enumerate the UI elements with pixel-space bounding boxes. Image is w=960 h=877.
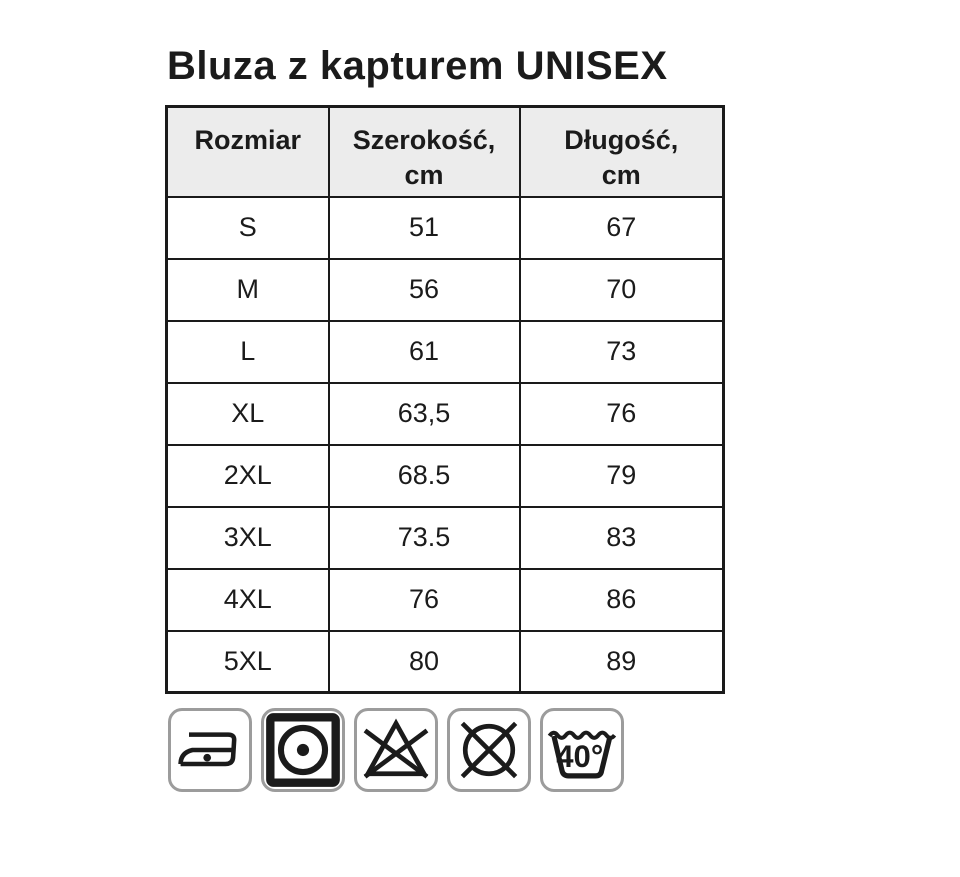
length-cell: 86 bbox=[520, 569, 724, 631]
wash-temperature-label: 40° bbox=[556, 739, 604, 775]
do-not-dry-clean-icon bbox=[453, 714, 525, 786]
table-row bbox=[167, 569, 724, 631]
table-row bbox=[167, 383, 724, 445]
size-cell: 4XL bbox=[167, 569, 329, 631]
column-header-label: Szerokość, bbox=[352, 125, 496, 155]
width-cell: 56 bbox=[329, 259, 520, 321]
column-header-length bbox=[520, 107, 724, 197]
care-box-do-not-dry-clean bbox=[447, 708, 531, 792]
size-cell: 3XL bbox=[167, 507, 329, 569]
table-row bbox=[167, 507, 724, 569]
do-not-bleach-icon bbox=[360, 714, 432, 786]
length-cell: 83 bbox=[520, 507, 724, 569]
column-header-unit: cm bbox=[601, 160, 641, 191]
size-cell: S bbox=[167, 197, 329, 259]
care-box-tumble-dry bbox=[261, 708, 345, 792]
tumble-dry-icon bbox=[265, 712, 341, 788]
iron-one-dot-icon bbox=[175, 715, 245, 785]
length-cell: 73 bbox=[520, 321, 724, 383]
length-cell: 76 bbox=[520, 383, 724, 445]
width-cell: 68.5 bbox=[329, 445, 520, 507]
column-header-size bbox=[167, 107, 329, 197]
size-cell: XL bbox=[167, 383, 329, 445]
table-row bbox=[167, 631, 724, 693]
size-cell: 5XL bbox=[167, 631, 329, 693]
width-cell: 51 bbox=[329, 197, 520, 259]
width-cell: 73.5 bbox=[329, 507, 520, 569]
column-header-label: Długość, bbox=[564, 125, 679, 155]
length-cell: 70 bbox=[520, 259, 724, 321]
care-box-iron bbox=[168, 708, 252, 792]
care-box-wash-40 bbox=[540, 708, 624, 792]
table-row bbox=[167, 445, 724, 507]
size-cell: M bbox=[167, 259, 329, 321]
table-row bbox=[167, 259, 724, 321]
page-title: Bluza z kapturem UNISEX bbox=[167, 44, 668, 88]
table-row bbox=[167, 321, 724, 383]
table-header-row bbox=[167, 107, 724, 197]
length-cell: 67 bbox=[520, 197, 724, 259]
size-table bbox=[165, 105, 725, 694]
size-cell: L bbox=[167, 321, 329, 383]
length-cell: 89 bbox=[520, 631, 724, 693]
column-header-unit: cm bbox=[404, 160, 444, 191]
care-box-do-not-bleach bbox=[354, 708, 438, 792]
column-header-label: Rozmiar bbox=[194, 125, 302, 155]
wash-40-icon bbox=[545, 713, 619, 787]
size-cell: 2XL bbox=[167, 445, 329, 507]
table-row bbox=[167, 197, 724, 259]
length-cell: 79 bbox=[520, 445, 724, 507]
care-symbols-row bbox=[168, 708, 765, 792]
column-header-width bbox=[329, 107, 520, 197]
width-cell: 76 bbox=[329, 569, 520, 631]
width-cell: 80 bbox=[329, 631, 520, 693]
width-cell: 63,5 bbox=[329, 383, 520, 445]
width-cell: 61 bbox=[329, 321, 520, 383]
